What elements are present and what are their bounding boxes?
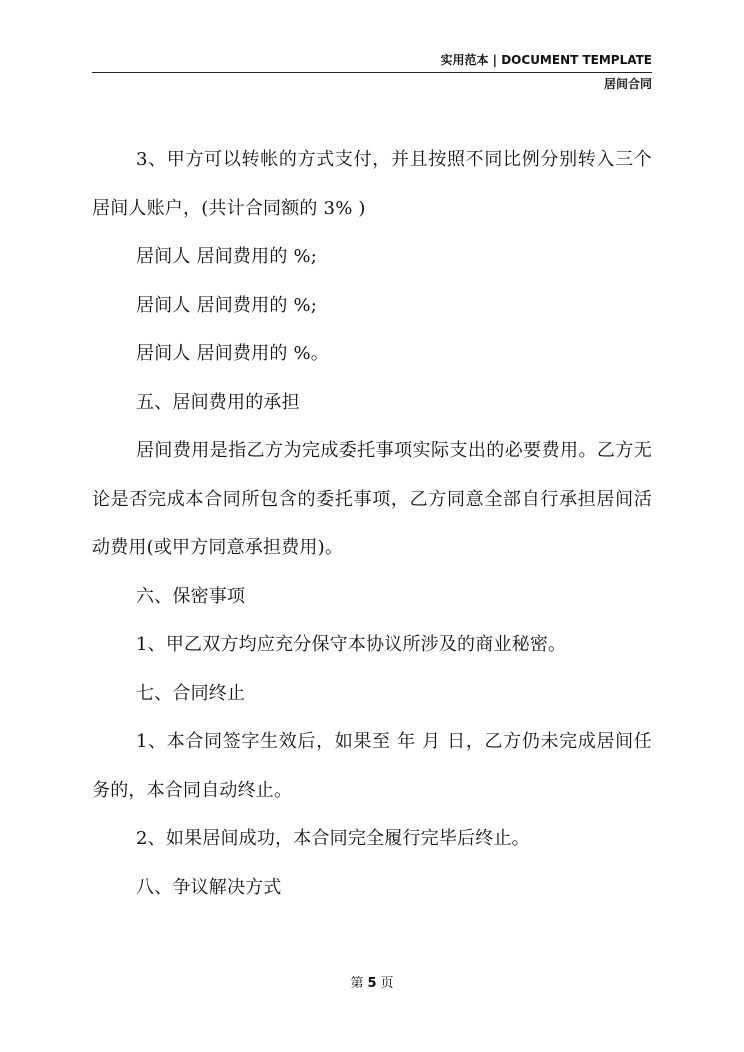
paragraph-intermediary-share-3: 居间人 居间费用的 %。: [136, 343, 329, 364]
header-subtitle: 居间合同: [603, 77, 652, 91]
paragraph-payment-method: 3、甲方可以转帐的方式支付，并且按照不同比例分别转入三个居间人账户，(共计合同额的 3% ): [92, 149, 652, 219]
header-title: 实用范本 | DOCUMENT TEMPLATE: [92, 50, 652, 73]
footer-suffix: 页: [380, 976, 394, 991]
footer-prefix: 第: [350, 976, 364, 991]
paragraph-fee-definition: 居间费用是指乙方为完成委托事项实际支出的必要费用。乙方无论是否完成本合同所包含的委托事项，乙方同意全部自行承担居间活动费用(或甲方同意承担费用)。: [92, 440, 652, 558]
paragraph-confidentiality: 1、甲乙双方均应充分保守本协议所涉及的商业秘密。: [136, 634, 567, 655]
document-body: [92, 136, 652, 912]
paragraph-termination-1: 1、本合同签字生效后，如果至 年 月 日，乙方仍未完成居间任务的，本合同自动终止。: [92, 731, 652, 801]
page-footer: [0, 974, 744, 994]
page-header: [92, 50, 652, 94]
page-number: 5: [367, 976, 377, 991]
paragraph-intermediary-share-2: 居间人 居间费用的 %;: [136, 294, 318, 316]
section-heading-termination: 七、合同终止: [136, 682, 246, 704]
paragraph-intermediary-share-1: 居间人 居间费用的 %;: [136, 246, 318, 267]
section-heading-dispute: 八、争议解决方式: [136, 876, 282, 898]
paragraph-termination-2: 2、如果居间成功，本合同完全履行完毕后终止。: [136, 828, 530, 849]
section-heading-confidentiality: 六、保密事项: [136, 585, 246, 607]
section-heading-fee-bearing: 五、居间费用的承担: [136, 391, 300, 413]
